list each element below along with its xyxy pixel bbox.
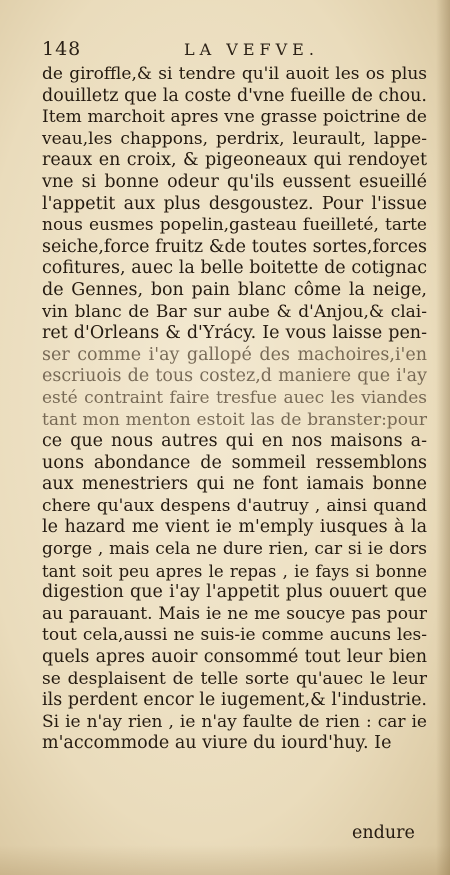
text-line: m'accommode au viure du iourd'huy. Ie <box>42 733 392 754</box>
catchword: endure <box>352 823 415 843</box>
page-gutter-shadow <box>436 0 450 875</box>
text-line: vne si bonne odeur qu'ils eussent esueillé <box>42 171 427 192</box>
text-line: Item marchoit apres vne grasse poictrine de <box>42 107 427 128</box>
text-line: vin blanc de Bar sur aube & d'Anjou,& clai- <box>42 301 427 322</box>
text-line: reaux en croix, & pigeoneaux qui rendoyet <box>42 150 427 171</box>
text-line: esté contraint faire tresfue auec les viandes <box>42 387 427 408</box>
running-title: LA VEFVE. <box>184 40 319 59</box>
page-number: 148 <box>42 38 82 60</box>
page-header <box>42 38 422 62</box>
text-line: veau,les chappons, perdrix, leurault, lappe- <box>42 128 427 149</box>
text-line: tout cela,aussi ne suis-ie comme aucuns les- <box>42 625 427 646</box>
text-line: ser comme i'ay gallopé des machoires,i'en <box>42 344 427 365</box>
text-line: chere qu'aux despens d'autruy , ainsi quand <box>42 495 427 516</box>
text-line: douilletz que la coste d'vne fueille de chou. <box>42 85 427 106</box>
text-line: cofitures, auec la belle boitette de cotignac <box>42 258 427 279</box>
text-line: de giroffle,& si tendre qu'il auoit les os plus <box>42 64 427 84</box>
text-line: aux menestriers qui ne font iamais bonne <box>42 474 427 495</box>
body-text <box>42 64 427 755</box>
text-line: uons abondance de sommeil ressemblons <box>42 452 427 473</box>
page-bottom-shadow <box>0 845 450 875</box>
text-line: Si ie n'ay rien , ie n'ay faulte de rien : car ie <box>42 711 427 732</box>
text-line: nous eusmes popelin,gasteau fueilleté, tarte <box>42 215 427 236</box>
text-line: ce que nous autres qui en nos maisons a- <box>42 431 427 452</box>
text-line: au parauant. Mais ie ne me soucye pas pour <box>42 603 427 624</box>
text-line: escriuois de tous costez,d maniere que i'ay <box>42 366 427 387</box>
text-line: se desplaisent de telle sorte qu'auec le leur <box>42 668 427 689</box>
text-line: seiche,force fruitz &de toutes sortes,forces <box>42 236 427 257</box>
text-line: ret d'Orleans & d'Yrácy. Ie vous laisse pen- <box>42 323 427 344</box>
text-line: tant mon menton estoit las de branster:pour <box>42 409 427 430</box>
text-line: l'appetit aux plus desgoustez. Pour l'issue <box>42 193 427 214</box>
text-line: de Gennes, bon pain blanc côme la neige, <box>42 279 427 300</box>
text-line: digestion que i'ay l'appetit plus ouuert que <box>42 582 427 603</box>
text-line: le hazard me vient ie m'emply iusques à la <box>42 517 427 538</box>
text-line: quels apres auoir consommé tout leur bien <box>42 647 427 668</box>
text-line: gorge , mais cela ne dure rien, car si ie dors <box>42 539 427 560</box>
text-line: tant soit peu apres le repas , ie fays si bonne <box>42 561 427 581</box>
text-line: ils perdent encor le iugement,& l'industrie. <box>42 690 427 711</box>
